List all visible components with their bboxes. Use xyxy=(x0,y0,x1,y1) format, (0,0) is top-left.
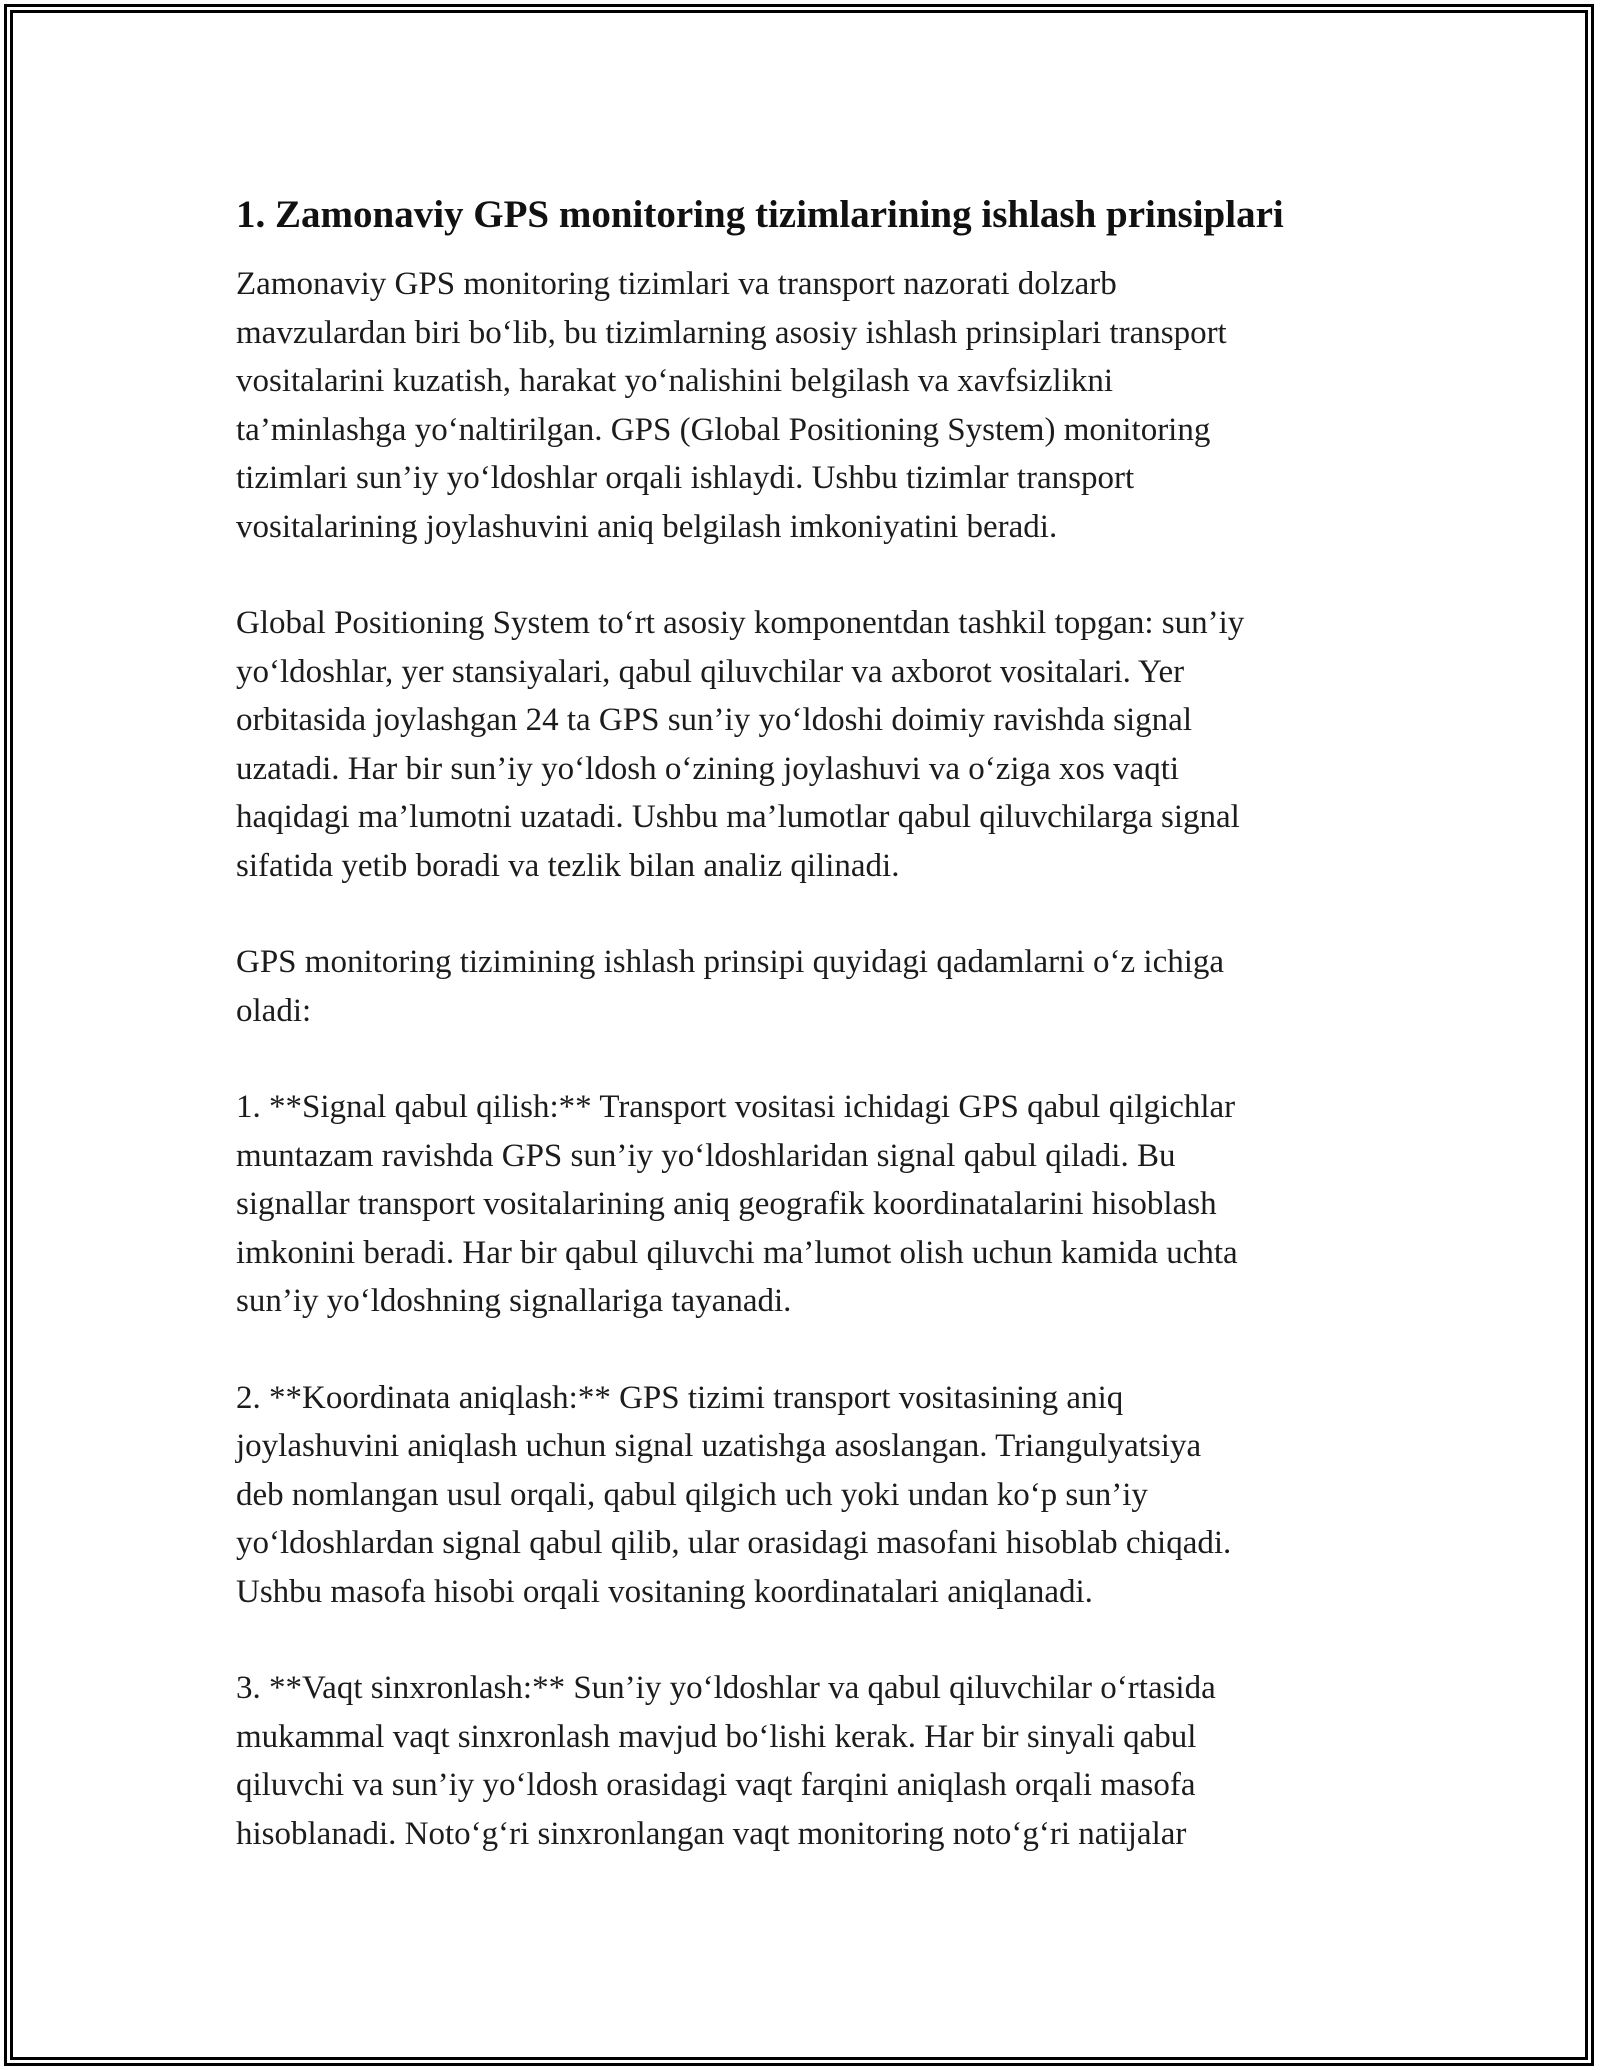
paragraph-components: Global Positioning System to‘rt asosiy komponentdan tashkil topgan: sun’iy yo‘ldoshlar, yer stansiyalari, qabul qiluvchilar va axborot vositalari. Yer orbitasida joylashgan 24 ta GPS sun’iy yo‘ldoshi doimiy ravishda signal uzatadi. Har bir sun’iy yo‘ldosh o‘zining joylashuvi va o‘ziga xos vaqti haqidagi ma’lumotni uzatadi. Ushbu ma’lumotlar qabul qiluvchilarga signal sifatida yetib boradi va tezlik bilan analiz qilinadi. xyxy=(236,605,1245,884)
paragraph-step-3: 3. **Vaqt sinxronlash:** Sun’iy yo‘ldoshlar va qabul qiluvchilar o‘rtasida mukammal vaqt sinxronlash mavjud bo‘lishi kerak. Har bir sinyali qabul qiluvchi va sun’iy yo‘ldosh orasidagi vaqt farqini aniqlash orqali masofa hisoblanadi. Noto‘g‘ri sinxronlangan vaqt monitoring noto‘g‘ri natijalar xyxy=(236,1670,1216,1852)
document-body xyxy=(236,188,1376,1906)
section-heading: 1. Zamonaviy GPS monitoring tizimlarining ishlash prinsiplari xyxy=(236,193,1284,236)
paragraph-step-1: 1. **Signal qabul qilish:** Transport vositasi ichidagi GPS qabul qilgichlar muntazam ravishda GPS sun’iy yo‘ldoshlaridan signal qabul qiladi. Bu signallar transport vositalarining aniq geografik koordinatalarini hisoblash imkonini beradi. Har bir qabul qiluvchi ma’lumot olish uchun kamida uchta sun’iy yo‘ldoshning signallariga tayanadi. xyxy=(236,1089,1238,1319)
paragraph-steps-intro: GPS monitoring tizimining ishlash prinsipi quyidagi qadamlarni o‘z ichiga oladi: xyxy=(236,944,1225,1029)
paragraph-intro: Zamonaviy GPS monitoring tizimlari va transport nazorati dolzarb mavzulardan biri bo‘lib, bu tizimlarning asosiy ishlash prinsiplari transport vositalarini kuzatish, harakat yo‘nalishini belgilash va xavfsizlikni ta’minlashga yo‘naltirilgan. GPS (Global Positioning System) monitoring tizimlari sun’iy yo‘ldoshlar orqali ishlaydi. Ushbu tizimlar transport vositalarining joylashuvini aniq belgilash imkoniyatini beradi. xyxy=(236,266,1227,545)
paragraph-step-2: 2. **Koordinata aniqlash:** GPS tizimi transport vositasining aniq joylashuvini aniqlash uchun signal uzatishga asoslangan. Triangulyatsiya deb nomlangan usul orqali, qabul qilgich uch yoki undan ko‘p sun’iy yo‘ldoshlardan signal qabul qilib, ular orasidagi masofani hisoblab chiqadi. Ushbu masofa hisobi orqali vositaning koordinatalari aniqlanadi. xyxy=(236,1379,1232,1610)
